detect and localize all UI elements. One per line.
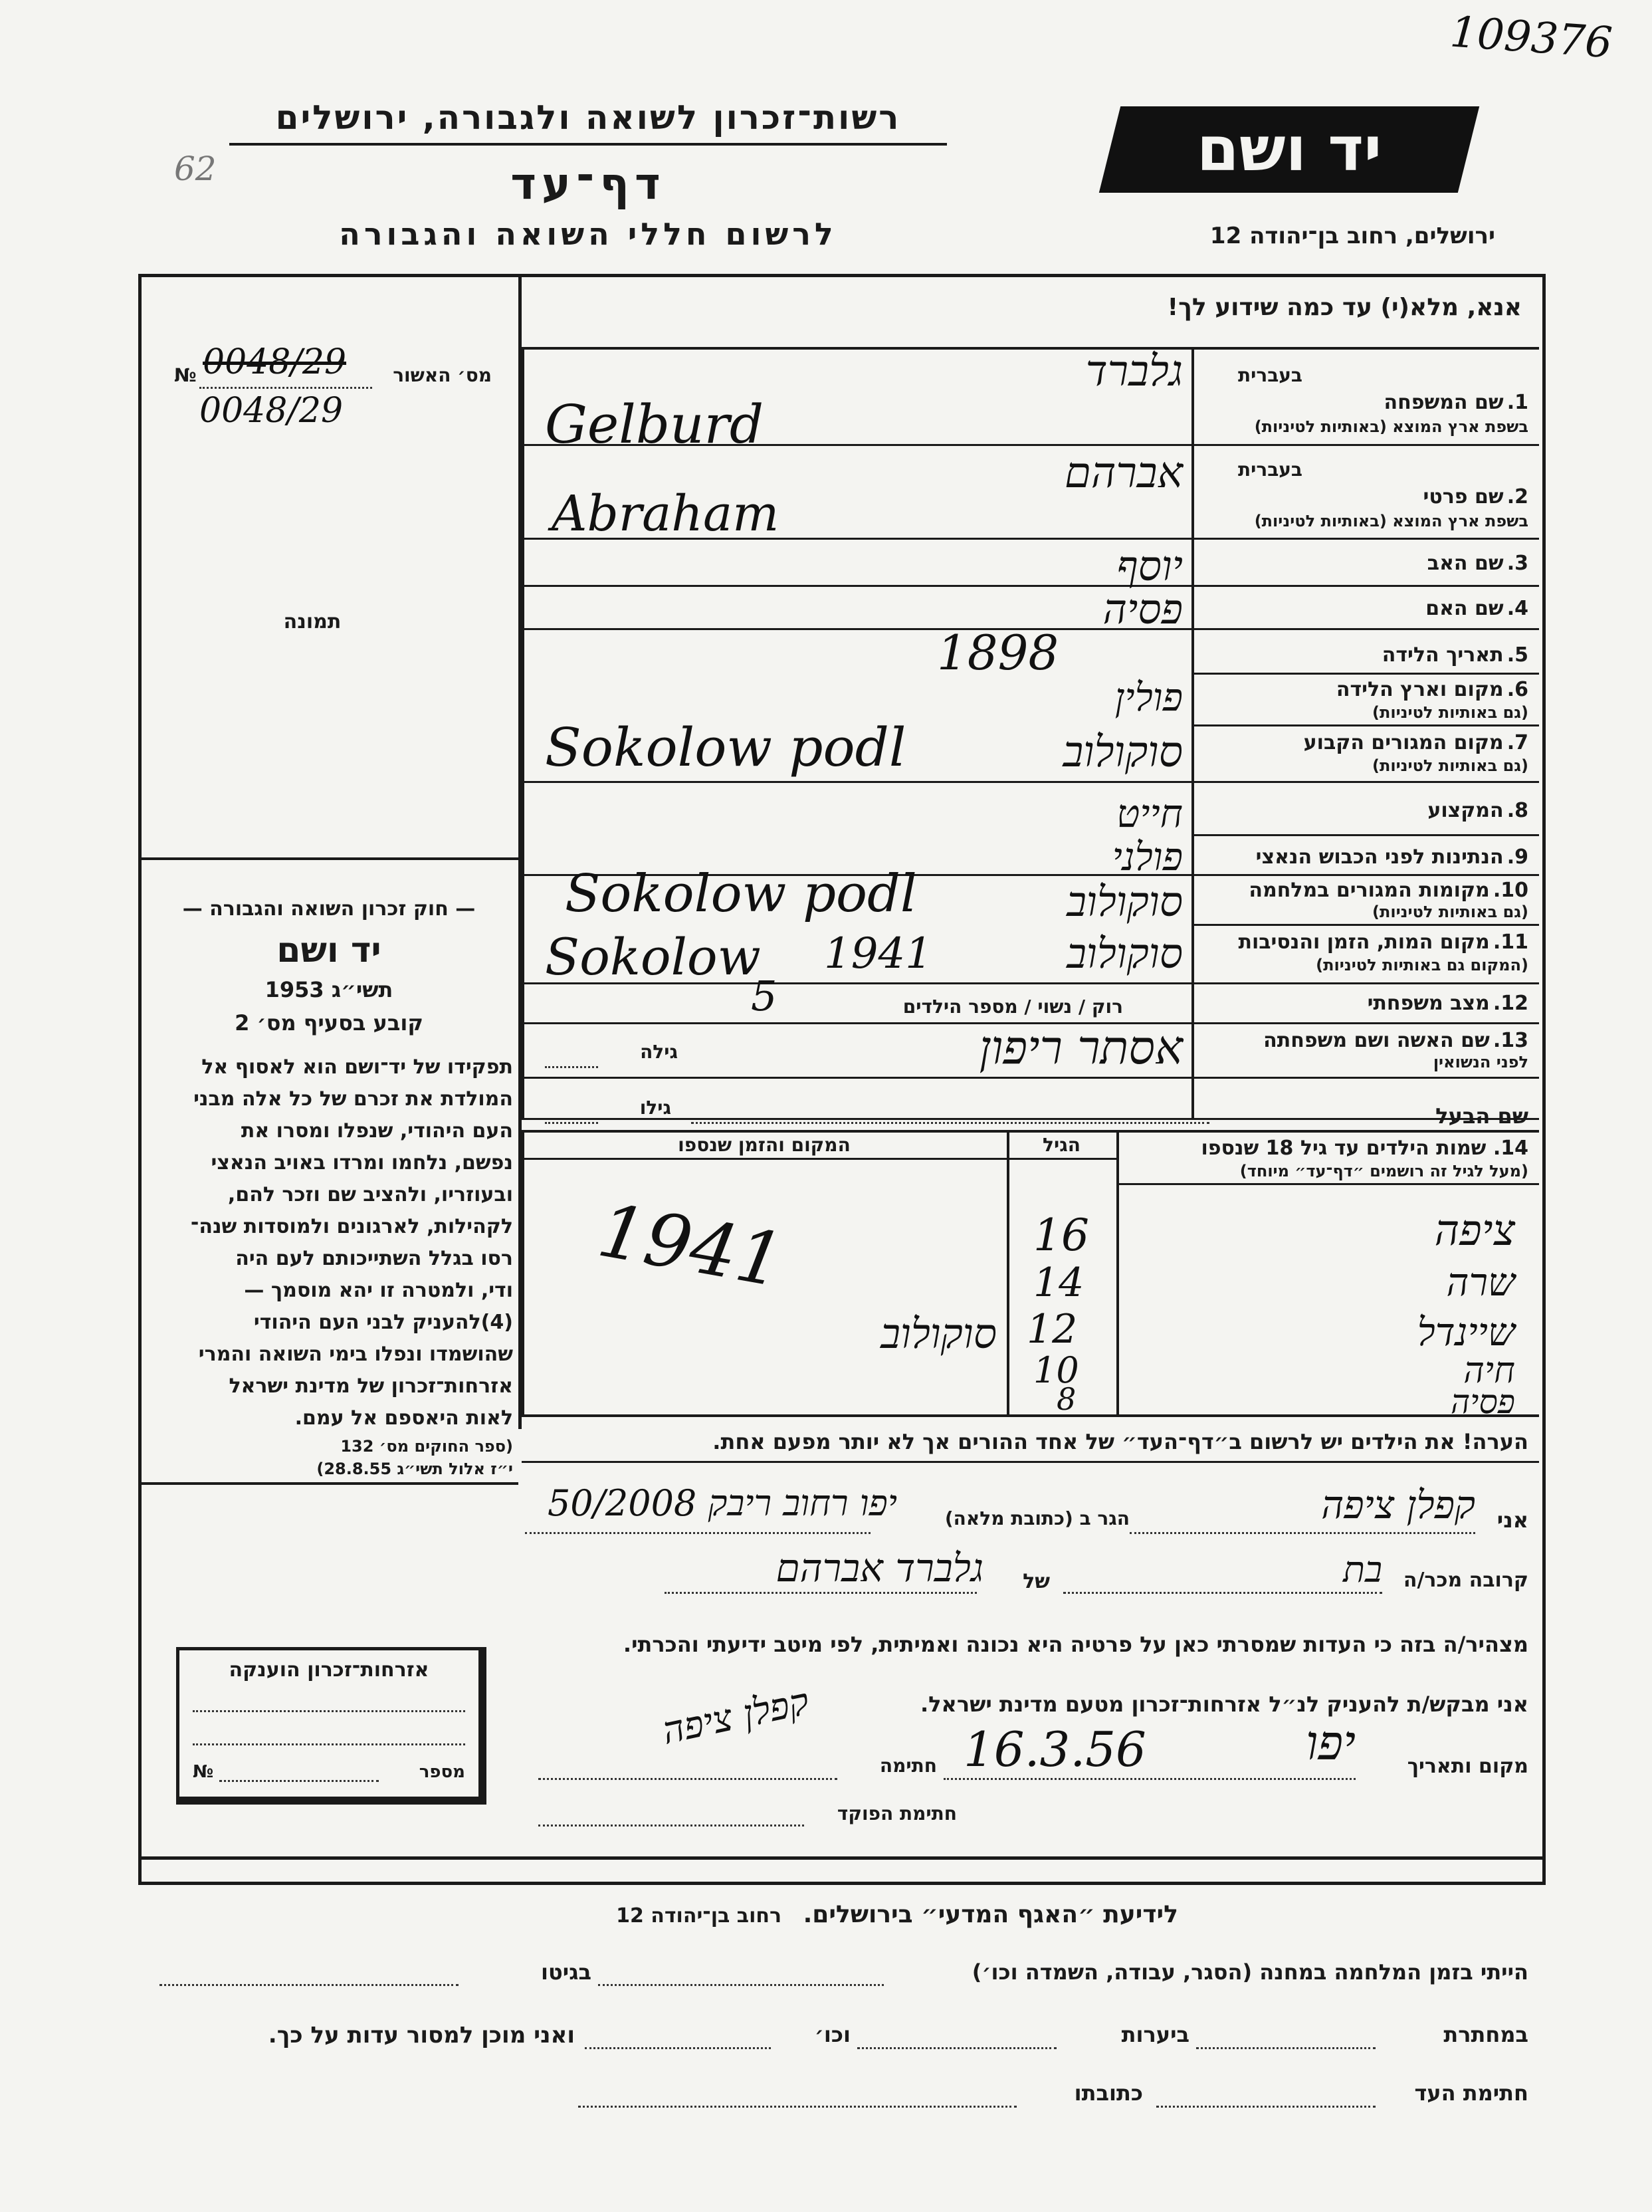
declarant-address-value[interactable]: יפו רחוב ריבק 50/2008: [547, 1482, 897, 1524]
declarant-relation-value[interactable]: בת: [1343, 1549, 1382, 1591]
forests-label: ביערות: [1121, 2022, 1189, 2047]
field-2-label: [1203, 485, 1528, 508]
field-1-number: 1.: [1506, 391, 1528, 414]
registry-line: [199, 387, 372, 389]
children-title: 14. שמות הילדים עד גיל 18 שנספו: [1201, 1137, 1528, 1160]
field-4-label: [1203, 597, 1528, 620]
field-5-title: תאריך הלידה: [1382, 643, 1504, 667]
birth-place-value[interactable]: פולין: [1114, 675, 1183, 720]
field-11-label: [1203, 931, 1528, 954]
witness-signature-label: חתימת העד: [1414, 2080, 1528, 2106]
bottom-title-text: לידיעת ״האגף המדעי״ בירושלים.: [803, 1901, 1178, 1928]
pencil-note: 62: [174, 150, 217, 188]
underground-label: במחתרת: [1443, 2022, 1528, 2047]
field-10-title: מקומות המגורים במלחמה: [1249, 879, 1490, 902]
memorial-citizenship-box: [176, 1647, 486, 1805]
children-sub: (מעל לגיל זה רושמים ״דף־עד״ מיוחד): [1239, 1162, 1528, 1180]
ghetto-label: בגיטו: [541, 1959, 591, 1985]
child-age[interactable]: 10: [1033, 1349, 1079, 1391]
law-line: שהושמדו ונפלו בימי השואה והמרי: [198, 1343, 513, 1366]
field-8-label: [1203, 799, 1528, 822]
field-13-title: שם האשה ושם משפחתה: [1263, 1029, 1490, 1052]
field-11-title: מקום המות, הזמן והנסיבות: [1238, 931, 1490, 954]
field-11-number: 11.: [1493, 931, 1528, 954]
residence-latin-value[interactable]: Sokolow podl: [545, 717, 906, 778]
declarant-name-value[interactable]: קפלן ציפה: [1321, 1482, 1475, 1527]
field-1-hebrew-tag: בעברית: [1237, 364, 1302, 386]
memorial-box-title: אזרחות־זכרון הוענקה: [229, 1658, 429, 1682]
child-age[interactable]: 12: [1027, 1306, 1078, 1353]
firstname-latin-value[interactable]: Abraham: [552, 485, 779, 542]
form-title: דף־עד: [510, 158, 666, 209]
law-line: רסו בגלל השתייכותם לעם היה: [235, 1247, 513, 1270]
law-name: יד ושם: [276, 931, 381, 970]
law-clause: קובע בסעיף מס׳ 2: [235, 1010, 423, 1036]
field-6-label: [1203, 678, 1528, 701]
nationality-value[interactable]: פולני: [1112, 834, 1183, 879]
law-line: ובעוזריו, ולהציב שם וזכר להם,: [227, 1183, 513, 1206]
declaration-text: מצהיר/ה בזה כי העדות שמסרתי כאן על פרטיה היא נכונה ואמיתית, לפי מיטב ידיעתי והכרתי.: [623, 1632, 1528, 1657]
wartime-residence-hebrew-value[interactable]: סוקולוב: [1067, 877, 1183, 926]
field-12-label: [1203, 992, 1528, 1015]
field-6-sub: (גם באותיות לטיניות): [1372, 703, 1528, 722]
registry-value-2: 0048/29: [199, 391, 344, 431]
field-2-title: שם פרטי: [1423, 485, 1504, 508]
archive-number: 109376: [1448, 7, 1614, 68]
law-year: תשי״ג 1953: [264, 977, 393, 1002]
father-name-value[interactable]: יוסף: [1116, 542, 1183, 590]
field-13-sub: לפני הנשואין: [1433, 1053, 1528, 1071]
child-name[interactable]: שרה: [1446, 1260, 1515, 1305]
official-signature-label: חתימת הפוקד: [837, 1803, 957, 1825]
husband-age-line: [545, 1122, 598, 1124]
child-name[interactable]: חיה: [1463, 1349, 1515, 1391]
registry-no-mark: №: [174, 364, 197, 386]
photo-label: תמונה: [283, 610, 342, 633]
law-source-2: י״ז אלול תשי״ג 28.8.55): [316, 1460, 513, 1478]
field-5-label: [1203, 643, 1528, 667]
etc-label: וכו׳: [814, 2022, 851, 2047]
child-age[interactable]: 14: [1033, 1260, 1084, 1306]
field-10-number: 10.: [1493, 879, 1528, 902]
child-name[interactable]: פסיה: [1450, 1382, 1515, 1421]
field-13-number: 13.: [1493, 1029, 1528, 1052]
declarant-of-name-value[interactable]: גלברד אברהם: [775, 1545, 983, 1591]
law-heading: — חוק זכרון השואה והגבורה —: [182, 897, 476, 921]
field-11-sub: (המקום גם באותיות לטיניות): [1316, 956, 1528, 974]
field-10-label: [1203, 879, 1528, 902]
request-text: אני מבקש/ת להעניק לנ״ל אזרחות־זכרון מטעם מדינת ישראל.: [920, 1692, 1528, 1717]
field-1-label: [1203, 391, 1528, 414]
place-date-label: מקום ותאריך: [1407, 1755, 1528, 1778]
child-name[interactable]: שיינדל: [1417, 1309, 1515, 1355]
husband-age-label: גילו: [639, 1097, 671, 1119]
field-2-number: 2.: [1506, 485, 1528, 508]
children-death-year[interactable]: 1941: [592, 1187, 790, 1304]
bottom-title: [532, 1901, 1263, 1928]
declarant-i-label: אני: [1497, 1507, 1528, 1533]
death-place-hebrew-value[interactable]: סוקולוב: [1067, 929, 1183, 978]
field-8-title: המקצוע: [1427, 799, 1504, 822]
field-9-title: הנתינות לפני הכבוש הנאצי: [1255, 845, 1504, 869]
form-subtitle: לרשום חללי השואה והגבורה: [339, 216, 837, 252]
field-3-number: 3.: [1506, 552, 1528, 575]
bottom-address: רחוב בן־יהודה 12: [616, 1904, 782, 1928]
birth-date-value[interactable]: 1898: [937, 625, 1059, 681]
law-bottom-divider: [142, 1482, 518, 1485]
wartime-residence-latin-value[interactable]: Sokolow podl: [565, 864, 917, 924]
signature-label: חתימה: [879, 1755, 937, 1777]
declarant-relative-label: קרובה מכר/ה: [1403, 1569, 1528, 1592]
field-4-title: שם האם: [1425, 597, 1504, 620]
footer-divider: [138, 1856, 1546, 1860]
firstname-hebrew-value[interactable]: אברהם: [1064, 449, 1183, 498]
law-line: תפקידו של יד־ושם הוא לאסוף אל: [201, 1055, 513, 1079]
profession-value[interactable]: חייט: [1116, 791, 1183, 836]
law-line: המולדת את זכרם של כל אלה מבני: [193, 1087, 513, 1111]
child-age[interactable]: 8: [1057, 1381, 1077, 1417]
field-1-sub: בשפת ארץ המוצא (באותיות לטיניות): [1254, 417, 1528, 436]
field-10-sub: (גם באותיות לטיניות): [1372, 903, 1528, 921]
memorial-box-number-label: מספר: [419, 1762, 465, 1782]
field-7-number: 7.: [1506, 731, 1528, 754]
declarant-resides-label: הגר ב (כתובת מלאה): [944, 1507, 1130, 1529]
logo-text: יד ושם: [1196, 114, 1382, 185]
field-7-sub: (גם באותיות לטיניות): [1372, 756, 1528, 775]
children-death-place[interactable]: סוקולוב: [880, 1309, 997, 1358]
law-line: נפשם, נלחמו ומרדו באויב הנאצי: [211, 1151, 513, 1174]
wife-age-line: [545, 1066, 598, 1068]
death-year-value[interactable]: 1941: [824, 929, 932, 978]
field-1-title: שם המשפחה: [1384, 391, 1504, 414]
registry-label: מס׳ האשור: [393, 364, 492, 386]
field-12-number: 12.: [1493, 992, 1528, 1015]
header-address: ירושלים, רחוב בן־יהודה 12: [1209, 223, 1495, 249]
death-place-latin-value[interactable]: Sokolow: [545, 927, 761, 986]
children-place-header: המקום והזמן שנספו: [678, 1134, 851, 1156]
law-divider: [142, 857, 518, 860]
authority-name: רשות־זכרון לשואה ולגבורה, ירושלים: [275, 98, 901, 137]
husband-label: שם הבעל: [1435, 1103, 1528, 1129]
memorial-box-no-mark: №: [193, 1762, 214, 1782]
field-2-sub: בשפת ארץ המוצא (באותיות לטיניות): [1254, 512, 1528, 530]
field-4-number: 4.: [1506, 597, 1528, 620]
law-line: לאות היאספם אל עמם.: [294, 1406, 513, 1430]
field-2-hebrew-tag: בעברית: [1237, 459, 1302, 481]
field-6-number: 6.: [1506, 678, 1528, 701]
field-9-label: [1203, 845, 1528, 869]
field-7-label: [1203, 731, 1528, 754]
surname-latin-value[interactable]: Gelburd: [545, 393, 764, 455]
residence-hebrew-value[interactable]: סוקולוב: [1063, 728, 1183, 777]
declarant-signature[interactable]: קפלן ציפה: [658, 1680, 813, 1753]
marital-options: רוק / נשוי / מספר הילדים: [902, 996, 1123, 1018]
law-line: העם היהודי, שנפלו ומסרו את: [241, 1119, 513, 1143]
declaration-date-value[interactable]: 16.3.56: [964, 1721, 1146, 1777]
law-source-1: (ספר החוקים מס׳ 132: [340, 1437, 513, 1456]
field-5-number: 5.: [1506, 643, 1528, 667]
instruction-text: אנא, מלא(י) עד כמה שידוע לך!: [1167, 294, 1522, 321]
authority-underline: [229, 143, 947, 146]
declarant-of-label: של: [1023, 1570, 1050, 1593]
testimony-willing-text: ואני מוכן למסור עדות על כך.: [268, 2022, 575, 2048]
law-line: לקהילות, לארגונים ולמוסדות שנה־: [190, 1215, 513, 1238]
law-line: ודי, ולמטרה זו יהא מוסמך —: [244, 1279, 513, 1302]
bottom-line-1: [159, 1959, 1528, 1985]
child-age[interactable]: 16: [1033, 1210, 1089, 1261]
field-12-title: מצב משפחתי: [1367, 992, 1490, 1015]
declaration-place-value[interactable]: יפו: [1305, 1715, 1356, 1771]
field-7-title: מקום המגורים הקבוע: [1303, 731, 1504, 754]
wife-age-label: גילה: [640, 1041, 678, 1063]
children-age-header: הגיל: [1043, 1134, 1081, 1156]
registry-value-1: 0048/29: [203, 342, 347, 382]
witness-address-label: כתובתו: [1074, 2080, 1143, 2106]
field-13-label: [1203, 1029, 1528, 1052]
field-8-number: 8.: [1506, 799, 1528, 822]
mother-name-value[interactable]: פסיה: [1102, 585, 1183, 633]
wife-name-value[interactable]: אסתר ריפון: [979, 1020, 1183, 1075]
children-count-value[interactable]: 5: [751, 972, 777, 1020]
surname-hebrew-value[interactable]: גלברד: [1085, 347, 1183, 396]
field-9-number: 9.: [1506, 845, 1528, 869]
law-line: (4)להעניק לבני העם היהודי: [253, 1311, 513, 1334]
husband-line: [691, 1122, 1209, 1124]
children-note: הערה! את הילדים יש לרשום ב״דף־העד״ של אחד ההורים אך לא יותר מפעם אחת.: [712, 1429, 1528, 1454]
yad-vashem-logo: [1099, 106, 1479, 193]
law-text: [148, 1051, 513, 1434]
law-line: אזרחות־זכרון של מדינת ישראל: [229, 1375, 513, 1398]
child-name[interactable]: ציפה: [1434, 1206, 1515, 1256]
field-3-title: שם האב: [1427, 552, 1504, 575]
field-6-title: מקום וארץ הלידה: [1336, 678, 1504, 701]
camp-label: הייתי בזמן המלחמה במחנה (הסגר, עבודה, השמדה וכו׳): [972, 1959, 1528, 1985]
field-3-label: [1203, 552, 1528, 575]
